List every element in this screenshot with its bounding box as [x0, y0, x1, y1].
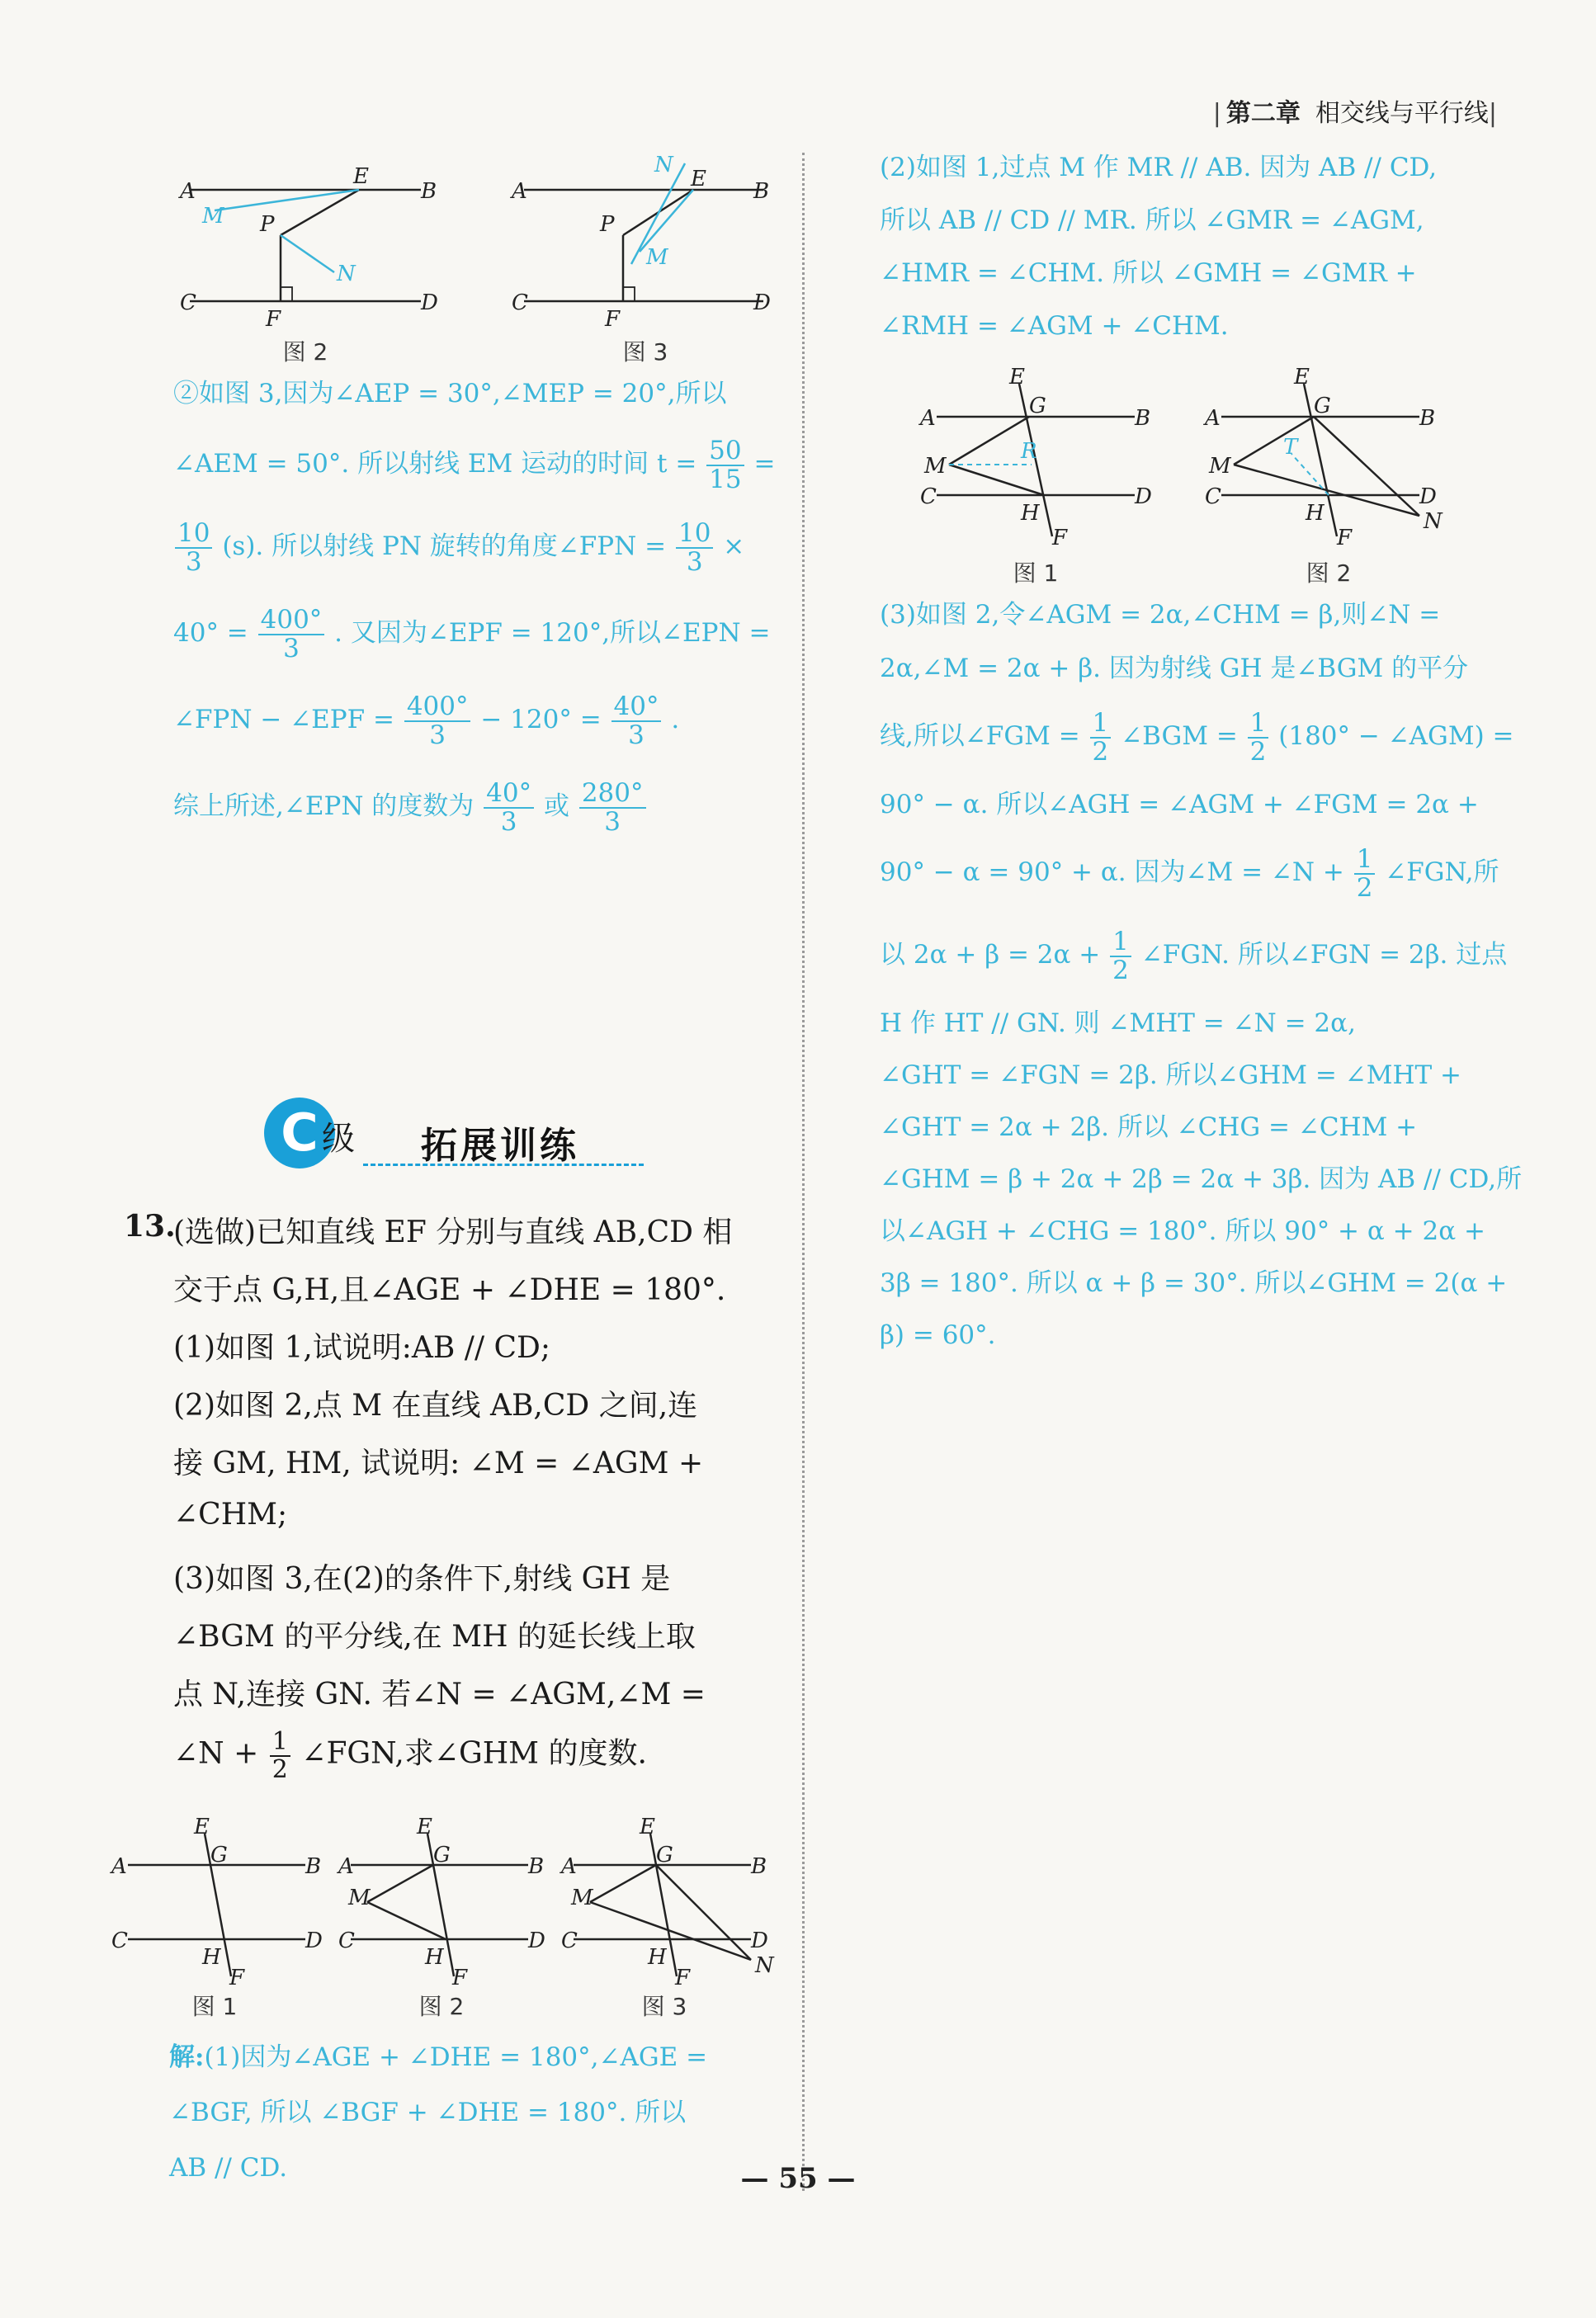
svg-text:C: C — [512, 290, 528, 315]
chapter-label: 第二章 — [1225, 99, 1301, 128]
level-badge: C — [264, 1098, 335, 1168]
fraction: $\frac{400^\circ}{3}$ — [404, 693, 471, 748]
answer-line: β) = 60°. — [880, 1320, 996, 1350]
svg-text:F: F — [1337, 526, 1353, 549]
header-bar-left: | — [1212, 99, 1221, 128]
figure-label-a1: 图 1 — [1013, 559, 1059, 587]
chapter-header — [1213, 92, 1497, 129]
svg-text:E: E — [353, 164, 369, 189]
fraction: $\frac{1}{2}$ — [270, 1729, 290, 1782]
answer-line: 以 2α + β = 2α + $\frac{1}{2}$ ∠FGN. 所以∠FGN = 2β. 过点 — [880, 927, 1508, 985]
figure-label-q3: 图 3 — [641, 1993, 687, 2020]
answer-line: 所以 AB // CD // MR. 所以 ∠GMR = ∠AGM, — [880, 205, 1424, 235]
question-figure-2 — [330, 1815, 553, 1989]
figure-top-left-3 — [508, 149, 780, 338]
svg-text:D: D — [421, 290, 438, 315]
svg-text:B: B — [753, 179, 770, 204]
svg-text:C: C — [111, 1929, 128, 1953]
svg-text:M: M — [202, 204, 224, 229]
svg-text:D: D — [528, 1929, 545, 1953]
level-label: 级 — [322, 1120, 355, 1158]
fraction: $\frac{40^\circ}{3}$ — [484, 780, 534, 835]
answer-line: ∠FPN − ∠EPF = $\frac{400^\circ}{3}$ − 120° = $\frac{40^\circ}{3}$ . — [173, 692, 680, 750]
svg-text:D: D — [1135, 484, 1152, 509]
svg-text:P: P — [260, 212, 275, 237]
svg-text:F: F — [605, 307, 621, 332]
answer-line: ∠RMH = ∠AGM + ∠CHM. — [880, 311, 1229, 341]
solution-prefix: 解: — [169, 2042, 205, 2072]
svg-text:M: M — [348, 1886, 371, 1910]
answer-line: 线,所以∠FGM = $\frac{1}{2}$ ∠BGM = $\frac{1}{2}$ (180° − ∠AGM) = — [880, 708, 1514, 767]
figure-label-a2: 图 2 — [1306, 559, 1352, 587]
answer-line: $\frac{10}{3}$ (s). 所以射线 PN 旋转的角度∠FPN = $\frac{10}{3}$ × — [173, 520, 744, 575]
fraction: $\frac{40^\circ}{3}$ — [611, 693, 662, 748]
question-line: 点 N,连接 GN. 若∠N = ∠AGM,∠M = — [173, 1678, 706, 1711]
answer-line: ∠GHT = 2α + 2β. 所以 ∠CHG = ∠CHM + — [880, 1112, 1418, 1142]
question-line: (1)如图 1,试说明:AB // CD; — [173, 1331, 551, 1365]
page-number: — 55 — — [740, 2162, 856, 2195]
answer-line: ②如图 3,因为∠AEP = 30°,∠MEP = 20°,所以 — [173, 379, 727, 408]
answer-line: ∠HMR = ∠CHM. 所以 ∠GMH = ∠GMR + — [880, 258, 1417, 288]
question-figure-3 — [553, 1815, 792, 1989]
svg-text:G: G — [656, 1843, 673, 1867]
answer-figure-1 — [912, 359, 1159, 549]
svg-text:A: A — [111, 1854, 127, 1879]
question-line: ∠CHM; — [173, 1498, 288, 1532]
answer-line: ∠AEM = 50°. 所以射线 EM 运动的时间 t = $\frac{50}{15}$ = — [173, 436, 776, 494]
question-line: (3)如图 3,在(2)的条件下,射线 GH 是 — [173, 1562, 671, 1596]
svg-text:M: M — [646, 245, 668, 270]
question-line: 接 GM, HM, 试说明: ∠M = ∠AGM + — [173, 1447, 704, 1480]
svg-text:A: A — [920, 406, 936, 431]
question-figure-1 — [107, 1815, 330, 1989]
svg-text:E: E — [691, 167, 706, 191]
svg-text:F: F — [266, 307, 281, 332]
svg-text:B: B — [305, 1854, 322, 1879]
figure-label-3: 图 3 — [622, 338, 668, 366]
svg-text:C: C — [338, 1929, 355, 1953]
answer-line: (2)如图 1,过点 M 作 MR // AB. 因为 AB // CD, — [880, 153, 1438, 182]
question-line: ∠BGM 的平分线,在 MH 的延长线上取 — [173, 1620, 696, 1654]
svg-text:E: E — [417, 1815, 432, 1839]
answer-line: 90° − α. 所以∠AGH = ∠AGM + ∠FGM = 2α + — [880, 790, 1479, 819]
svg-text:F: F — [452, 1966, 468, 1989]
question-line: (选做)已知直线 EF 分别与直线 AB,CD 相 — [173, 1216, 733, 1249]
svg-text:N: N — [1424, 509, 1443, 534]
svg-text:C: C — [561, 1929, 578, 1953]
column-divider — [802, 153, 805, 2191]
svg-text:A: A — [1205, 406, 1221, 431]
answer-line: 综上所述,∠EPN 的度数为 $\frac{40^\circ}{3}$ 或 $\frac{280^\circ}{3}$ — [173, 780, 648, 835]
svg-text:N: N — [337, 262, 356, 286]
svg-text:M: M — [924, 454, 947, 479]
svg-text:F: F — [229, 1966, 245, 1989]
svg-text:M: M — [1209, 454, 1231, 479]
answer-figure-2 — [1197, 359, 1461, 549]
fraction: $\frac{280^\circ}{3}$ — [579, 780, 646, 835]
answer-line: (3)如图 2,令∠AGM = 2α,∠CHM = β,则∠N = — [880, 600, 1441, 630]
svg-text:H: H — [1306, 501, 1324, 526]
answer-line: 解:(1)因为∠AGE + ∠DHE = 180°,∠AGE = — [169, 2042, 708, 2072]
header-bar-right: | — [1488, 99, 1497, 128]
answer-line: ∠BGF, 所以 ∠BGF + ∠DHE = 180°. 所以 — [169, 2098, 687, 2127]
svg-text:E: E — [640, 1815, 655, 1839]
svg-text:F: F — [1052, 526, 1068, 549]
svg-text:H: H — [648, 1945, 667, 1970]
fraction: $\frac{50}{15}$ — [706, 437, 744, 493]
svg-text:E: E — [1294, 365, 1310, 389]
answer-line: AB // CD. — [169, 2153, 288, 2183]
svg-text:B: B — [1419, 406, 1436, 431]
svg-text:C: C — [180, 290, 196, 315]
svg-text:C: C — [920, 484, 937, 509]
svg-text:B: B — [1135, 406, 1151, 431]
fraction: $\frac{400^\circ}{3}$ — [258, 607, 325, 662]
svg-text:A: A — [561, 1854, 577, 1879]
figure-label-2: 图 2 — [282, 338, 328, 366]
svg-text:H: H — [1021, 501, 1040, 526]
fraction: $\frac{10}{3}$ — [676, 520, 713, 575]
answer-line: 2α,∠M = 2α + β. 因为射线 GH 是∠BGM 的平分 — [880, 654, 1469, 683]
chapter-title: 相交线与平行线 — [1315, 99, 1489, 128]
fraction: $\frac{1}{2}$ — [1110, 928, 1131, 984]
svg-text:E: E — [194, 1815, 210, 1839]
svg-text:N: N — [755, 1953, 774, 1978]
svg-text:M: M — [571, 1886, 593, 1910]
svg-text:G: G — [433, 1843, 451, 1867]
question-number: 13. — [124, 1209, 176, 1244]
svg-text:P: P — [600, 212, 615, 237]
svg-text:G: G — [1029, 394, 1046, 418]
svg-text:G: G — [210, 1843, 228, 1867]
svg-text:T: T — [1283, 435, 1298, 460]
figure-label-q1: 图 1 — [191, 1993, 238, 2020]
section-underline — [363, 1164, 644, 1166]
section-title — [264, 1098, 652, 1172]
svg-text:D: D — [305, 1929, 323, 1953]
answer-line: 90° − α = 90° + α. 因为∠M = ∠N + $\frac{1}{2}$ ∠FGN,所 — [880, 844, 1499, 903]
fraction: $\frac{1}{2}$ — [1354, 846, 1376, 901]
svg-text:A: A — [338, 1854, 354, 1879]
answer-line: H 作 HT // GN. 则 ∠MHT = ∠N = 2α, — [880, 1008, 1356, 1038]
svg-text:E: E — [1009, 365, 1025, 389]
answer-line: 以∠AGH + ∠CHG = 180°. 所以 90° + α + 2α + — [880, 1216, 1485, 1246]
svg-text:G: G — [1314, 394, 1331, 418]
svg-text:N: N — [654, 153, 673, 177]
svg-text:D: D — [751, 1929, 768, 1953]
question-line: 交于点 G,H,且∠AGE + ∠DHE = 180°. — [173, 1273, 726, 1307]
fraction: $\frac{1}{2}$ — [1248, 710, 1269, 765]
svg-text:B: B — [421, 179, 437, 204]
svg-text:D: D — [1419, 484, 1437, 509]
answer-line: 40° = $\frac{400^\circ}{3}$ . 又因为∠EPF = 120°,所以∠EPN = — [173, 605, 771, 663]
fraction: $\frac{10}{3}$ — [175, 520, 212, 575]
fraction: $\frac{1}{2}$ — [1090, 710, 1112, 765]
svg-text:D: D — [753, 290, 771, 315]
answer-line: ∠GHT = ∠FGN = 2β. 所以∠GHM = ∠MHT + — [880, 1060, 1461, 1090]
question-line: (2)如图 2,点 M 在直线 AB,CD 之间,连 — [173, 1389, 698, 1423]
svg-text:A: A — [512, 179, 527, 204]
question-line: ∠N + $\frac{1}{2}$ ∠FGN,求∠GHM 的度数. — [173, 1727, 647, 1784]
svg-text:H: H — [425, 1945, 444, 1970]
svg-text:R: R — [1021, 439, 1037, 464]
svg-text:H: H — [202, 1945, 221, 1970]
svg-text:A: A — [180, 179, 196, 204]
figure-label-q2: 图 2 — [418, 1993, 465, 2020]
answer-line: 3β = 180°. 所以 α + β = 30°. 所以∠GHM = 2(α + — [880, 1268, 1508, 1298]
figure-top-left-2 — [173, 157, 446, 338]
svg-text:B: B — [751, 1854, 767, 1879]
svg-text:F: F — [675, 1966, 691, 1989]
section-heading: 拓展训练 — [421, 1125, 579, 1167]
answer-line: ∠GHM = β + 2α + 2β = 2α + 3β. 因为 AB // CD,所 — [880, 1164, 1523, 1194]
svg-text:B: B — [528, 1854, 545, 1879]
svg-text:C: C — [1205, 484, 1221, 509]
